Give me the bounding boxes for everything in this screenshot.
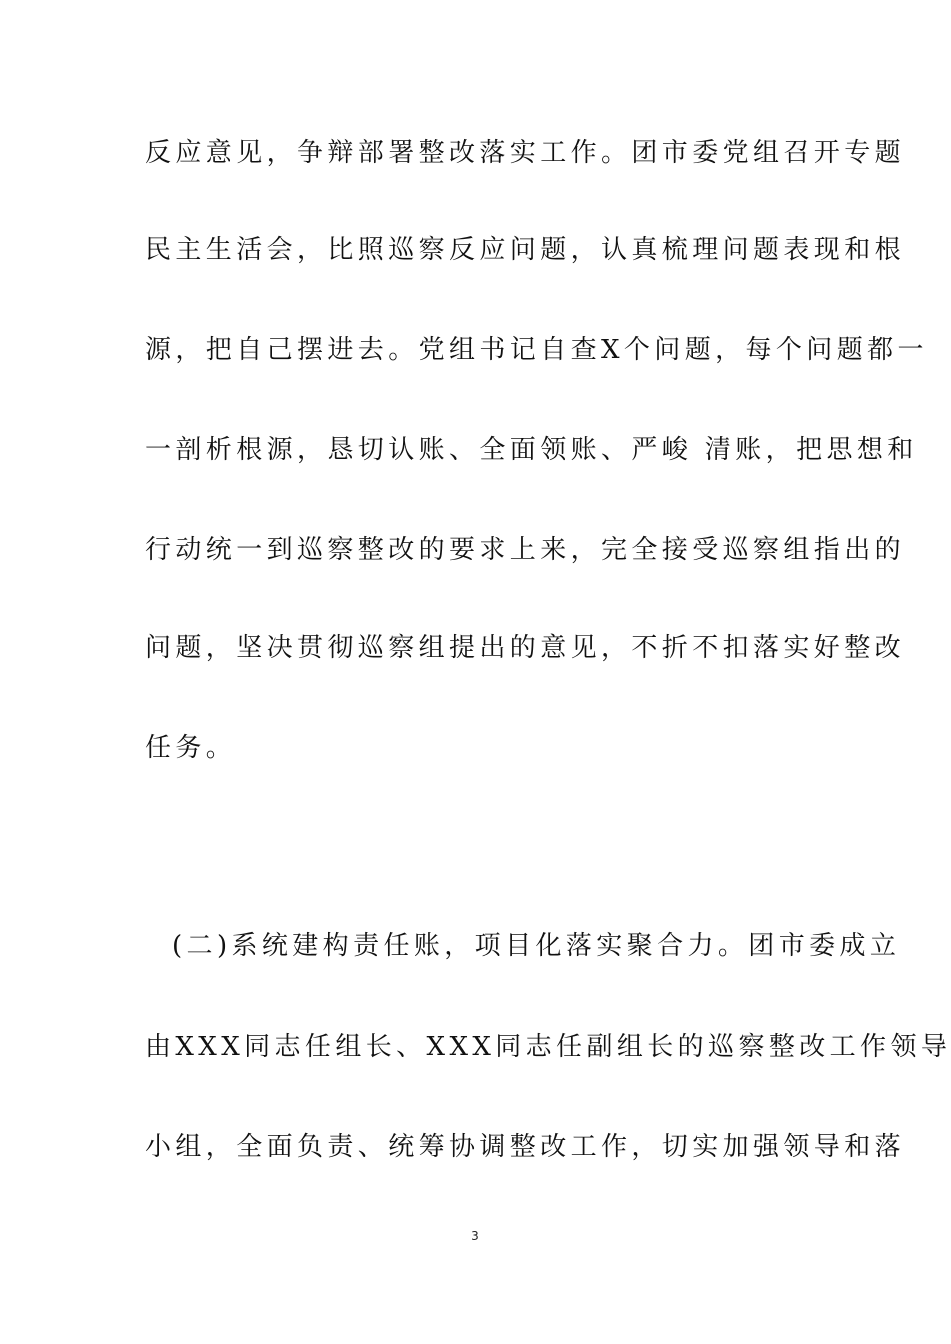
text-line-6: 问题，坚决贯彻巡察组提出的意见，不折不扣落实好整改	[145, 633, 906, 663]
text-line-5: 行动统一到巡察整改的要求上来，完全接受巡察组指出的	[145, 535, 906, 565]
section-heading-line: (二)系统建构责任账，项目化落实聚合力。团市委成立	[172, 931, 901, 961]
text-line-1: 反应意见，争辩部署整改落实工作。团市委党组召开专题	[145, 138, 906, 168]
text-line-3: 源，把自己摆进去。党组书记自查X个问题，每个问题都一	[145, 335, 928, 365]
text-line-4: 一剖析根源，恳切认账、全面领账、严峻 清账，把思想和	[145, 435, 918, 465]
text-line-7: 任务。	[145, 733, 237, 763]
text-line-2: 民主生活会，比照巡察反应问题，认真梳理问题表现和根	[145, 235, 906, 265]
text-line-10: 小组，全面负责、统筹协调整改工作，切实加强领导和落	[145, 1132, 906, 1162]
text-line-9: 由XXX同志任组长、XXX同志任副组长的巡察整改工作领导	[145, 1032, 951, 1062]
page-number: 3	[471, 1229, 479, 1243]
